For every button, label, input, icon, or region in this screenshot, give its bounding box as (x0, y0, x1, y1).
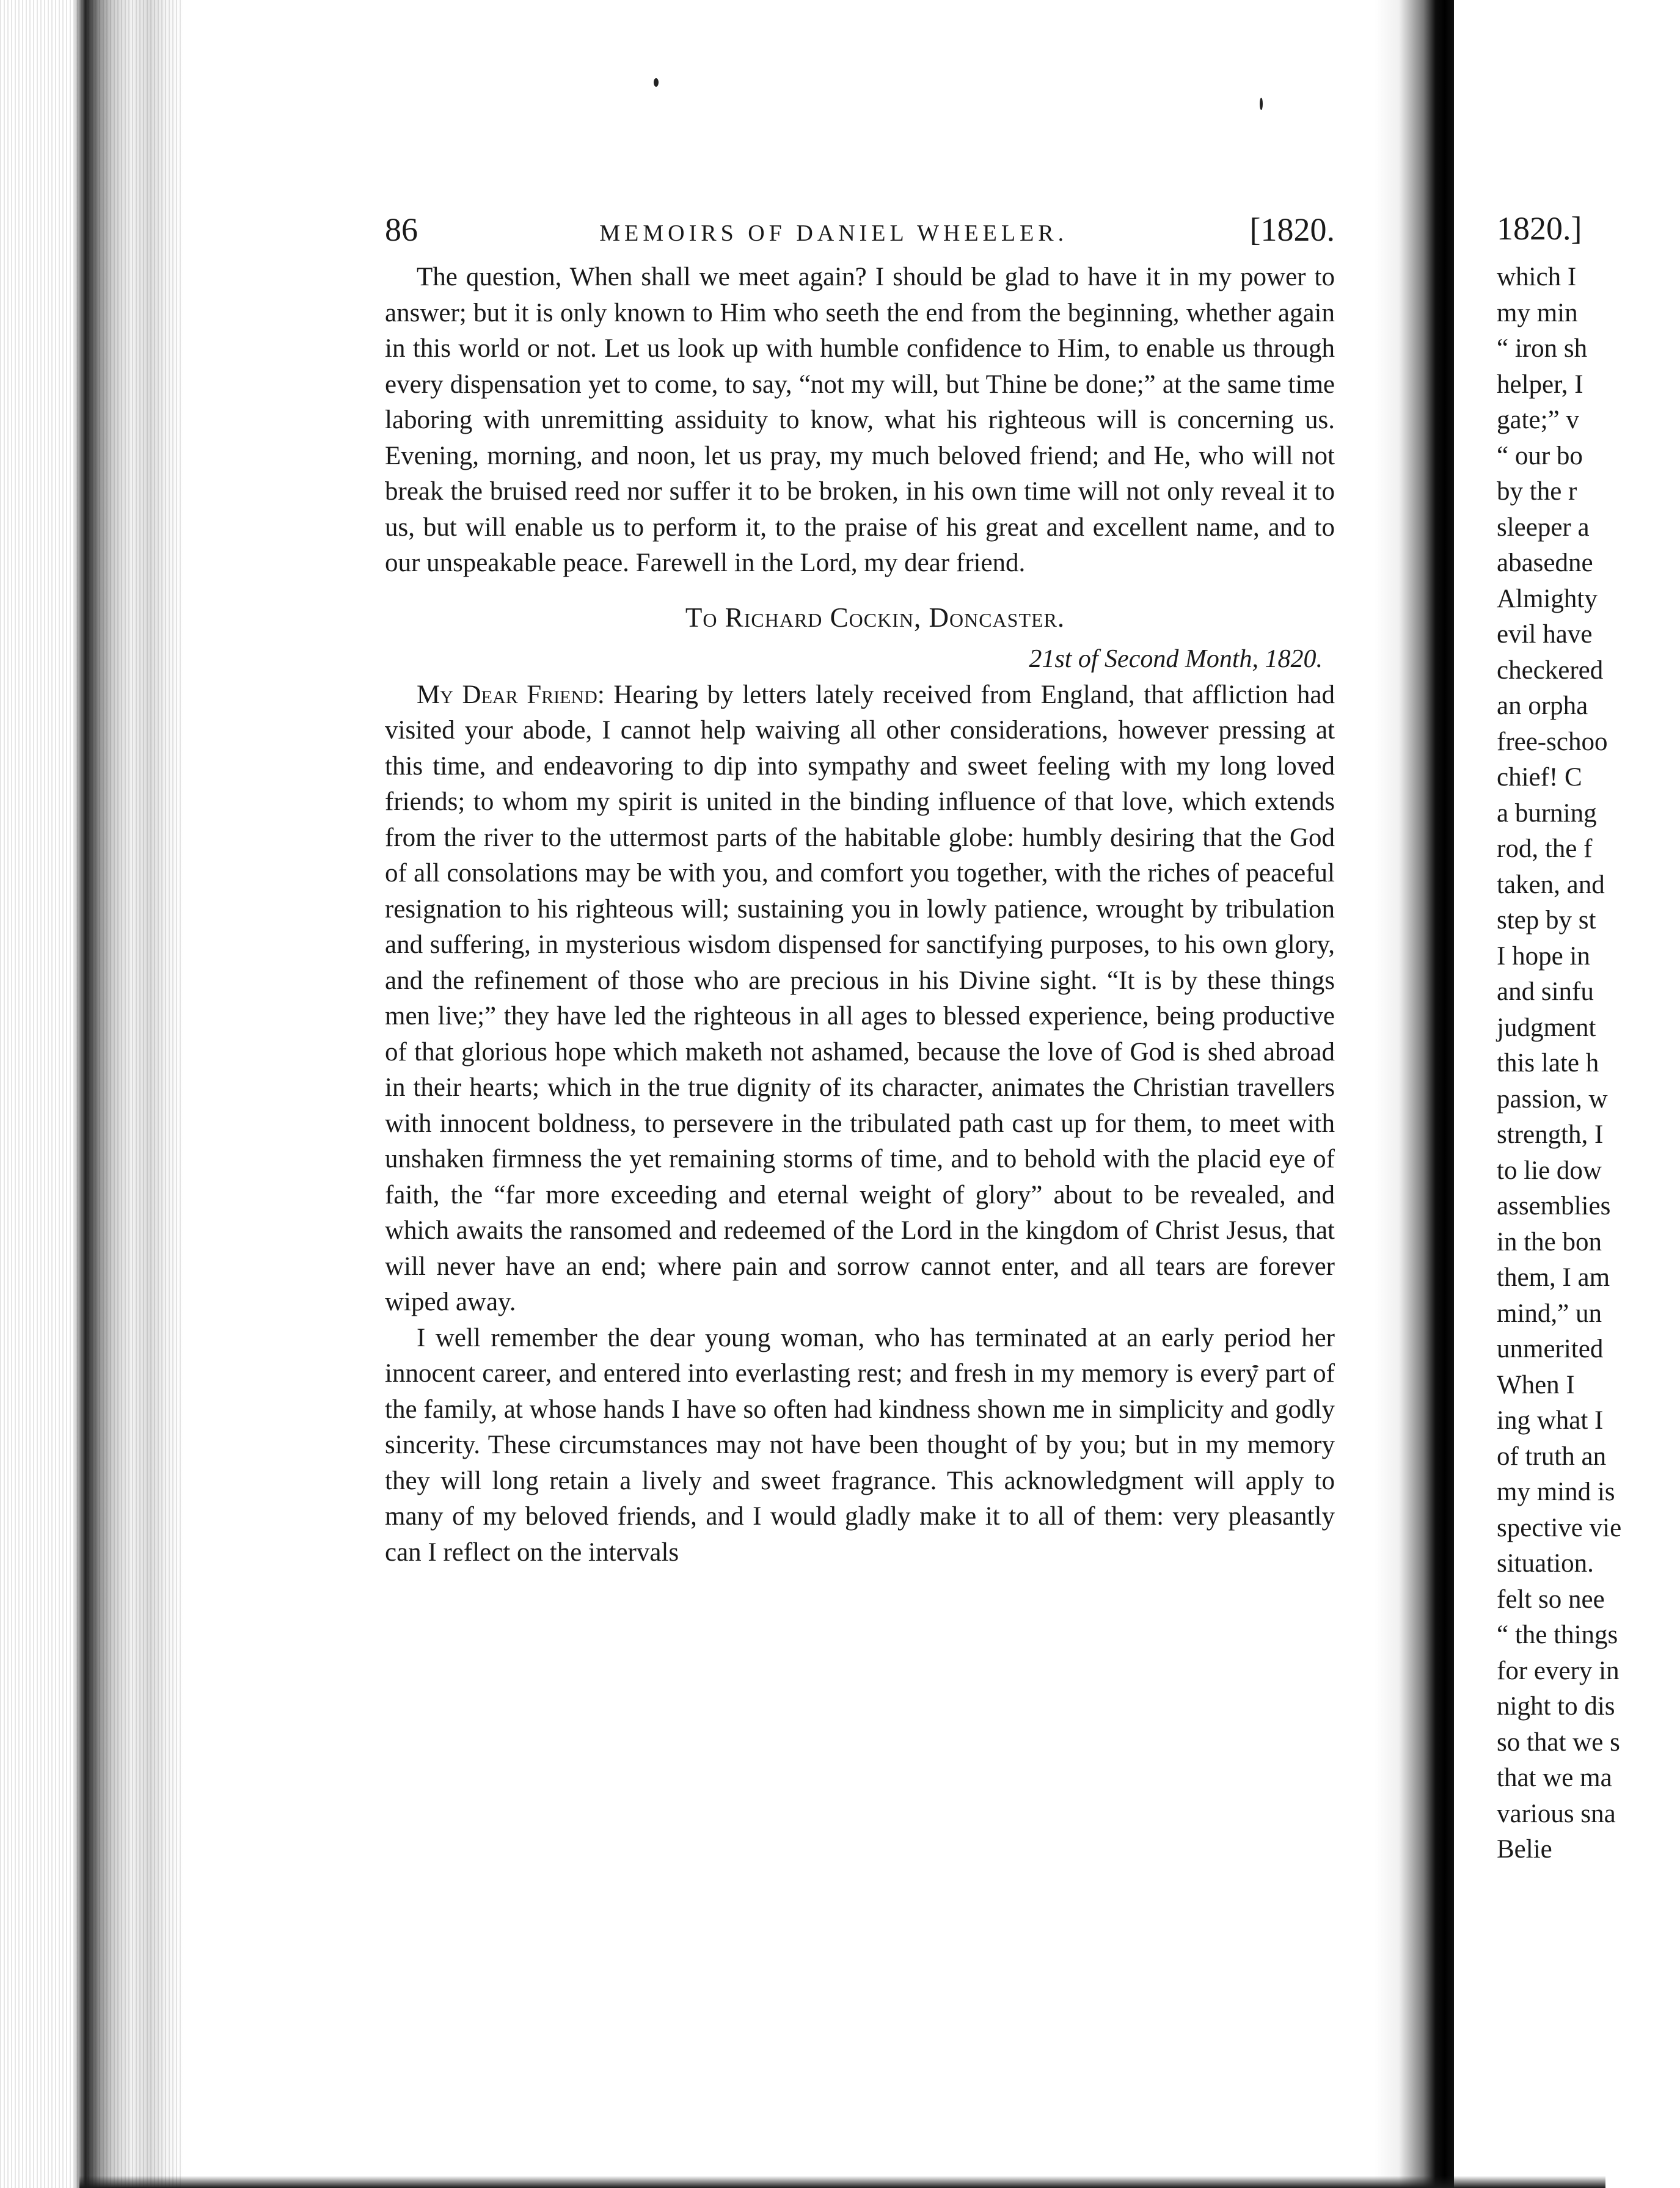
right-page-line: unmerited (1497, 1335, 1604, 1363)
right-page-line: Almighty (1497, 584, 1598, 613)
paragraph-text: Hearing by letters lately received from England, that affliction had visited your abode, I cannot help waiving all other considerations, however pressing at this time, and endeavoring to dip into sympathy and sweet feeling with my long loved friends; to whom my spirit is united in the binding influence of that love, which extends from the river to the uttermost parts of the habitable globe: humbly desiring that the God of all consolations may be with you, and comfort you together, with the riches of peaceful resignation to his righteous will; sustaining you in lowly patience, wrought by tribulation and suffering, in mysterious wisdom dispensed for sanctifying purposes, to his own glory, and the refinement of those who are precious in his Divine sight. “It is by these things men live;” they have led the righteous in all ages to blessed experience, being productive of that glorious hope which maketh not ashamed, because the love of God is shed abroad in their hearts; which in the true dignity of its character, animates the Christian travellers with innocent boldness, to persevere in the tribulated path cast up for them, to meet with unshaken firmness the yet remaining storms of time, and to behold with the placid eye of faith, the “far more exceeding and eternal weight of glory” about to be revealed, and which awaits the ransomed and redeemed of the Lord in the kingdom of Christ Jesus, that will never have an end; where pain and sorrow cannot enter, and all tears are forever wiped away. (385, 680, 1335, 1316)
right-page-line: abasedne (1497, 549, 1593, 577)
page-body (385, 260, 1335, 1570)
right-page-line: When I (1497, 1370, 1575, 1399)
right-page-line: and sinfu (1497, 977, 1594, 1006)
right-page-fragment (1497, 211, 1680, 1868)
right-page-line: helper, I (1497, 370, 1583, 399)
right-page-line: spective vie (1497, 1513, 1622, 1542)
scan-speck (654, 78, 659, 87)
right-page-line: night to dis (1497, 1692, 1615, 1721)
right-page-line: which I (1497, 263, 1577, 291)
running-header (385, 211, 1335, 260)
salutation: My Dear Friend: (417, 680, 605, 709)
right-page-line: in the bon (1497, 1227, 1602, 1256)
right-page-line: an orpha (1497, 691, 1588, 720)
letter-date: 21st of Second Month, 1820. (1029, 645, 1323, 673)
right-page-line: “ iron sh (1497, 334, 1588, 363)
right-page-line: ing what I (1497, 1406, 1604, 1435)
letter-heading: To Richard Cockin, Doncaster. (685, 602, 1065, 633)
right-page-line: felt so nee (1497, 1584, 1605, 1614)
right-page-line: Belie (1497, 1835, 1552, 1864)
right-page-line: free-schoo (1497, 727, 1608, 756)
right-page-line: checkered (1497, 655, 1604, 685)
right-page-line: “ our bo (1497, 441, 1583, 470)
right-page-line: mind,” un (1497, 1299, 1602, 1328)
right-page-line: a burning (1497, 798, 1597, 828)
header-year: [1820. (1249, 211, 1335, 248)
right-page-line: so that we s (1497, 1727, 1620, 1757)
right-page-line: judgment (1497, 1013, 1596, 1042)
right-page-line: sleeper a (1497, 512, 1590, 542)
right-page-line: this late h (1497, 1049, 1599, 1078)
left-page (385, 211, 1335, 1570)
right-page-line: that we ma (1497, 1763, 1612, 1792)
running-title: MEMOIRS OF DANIEL WHEELER. (599, 221, 1068, 246)
right-page-line: step by st (1497, 906, 1596, 935)
right-page-line: various sna (1497, 1799, 1616, 1828)
bottom-shadow (79, 2176, 1605, 2188)
book-gutter (1375, 0, 1454, 2188)
right-page-line: my mind is (1497, 1478, 1615, 1506)
right-page-line: passion, w (1497, 1084, 1608, 1114)
paragraph (385, 677, 1335, 1321)
right-page-line: chief! C (1497, 763, 1582, 792)
right-running-header: 1820.] (1497, 210, 1582, 247)
right-page-lines (1497, 260, 1680, 1868)
right-page-line: situation. (1497, 1549, 1594, 1578)
right-page-line: by the r (1497, 477, 1577, 506)
right-page-line: taken, and (1497, 870, 1605, 899)
right-page-line: rod, the f (1497, 834, 1593, 863)
right-page-line: strength, I (1497, 1120, 1604, 1149)
right-page-line: them, I am (1497, 1263, 1610, 1292)
page-number: 86 (385, 211, 418, 248)
right-page-line: of truth an (1497, 1442, 1607, 1471)
right-page-line: I hope in (1497, 941, 1590, 971)
book-page-edges (0, 0, 183, 2188)
right-page-line: for every in (1497, 1656, 1620, 1685)
paragraph: The question, When shall we meet again? I should be glad to have it in my power to answer; but it is only known to Him who seeth the end from the beginning, whether again in this world or not. Let us look up with humble confidence to Him, to enable us through every dispensation yet to come, to say, “not my will, but Thine be done;” at the same time laboring with unremitting assiduity to know, what his righteous will is concerning us. Evening, morning, and noon, let us pray, my much beloved friend; and He, who will not break the bruised reed nor suffer it to be broken, in his own time will not only reveal it to us, but will enable us to perform it, to the praise of his great and excellent name, and to our unspeakable peace. Farewell in the Lord, my dear friend. (385, 263, 1335, 577)
right-page-line: my min (1497, 298, 1578, 327)
right-page-line: assemblies (1497, 1192, 1611, 1220)
right-page-line: gate;” v (1497, 406, 1579, 434)
right-page-line: evil have (1497, 620, 1593, 649)
paragraph: I well remember the dear young woman, who has terminated at an early period her innocent career, and entered into everlasting rest; and fresh in my memory is every part of the family, at whose hands I have so often had kindness shown me in simplicity and godly sincerity. These circumstances may not have been thought of by you; but in my memory they will long retain a lively and sweet fragrance. This acknowledgment will apply to many of my beloved friends, and I would gladly make it to all of them: very pleasantly can I reflect on the intervals (385, 1323, 1335, 1567)
right-page-line: “ the things (1497, 1621, 1618, 1649)
right-page-line: to lie dow (1497, 1156, 1602, 1185)
scan-speck (1260, 98, 1263, 110)
